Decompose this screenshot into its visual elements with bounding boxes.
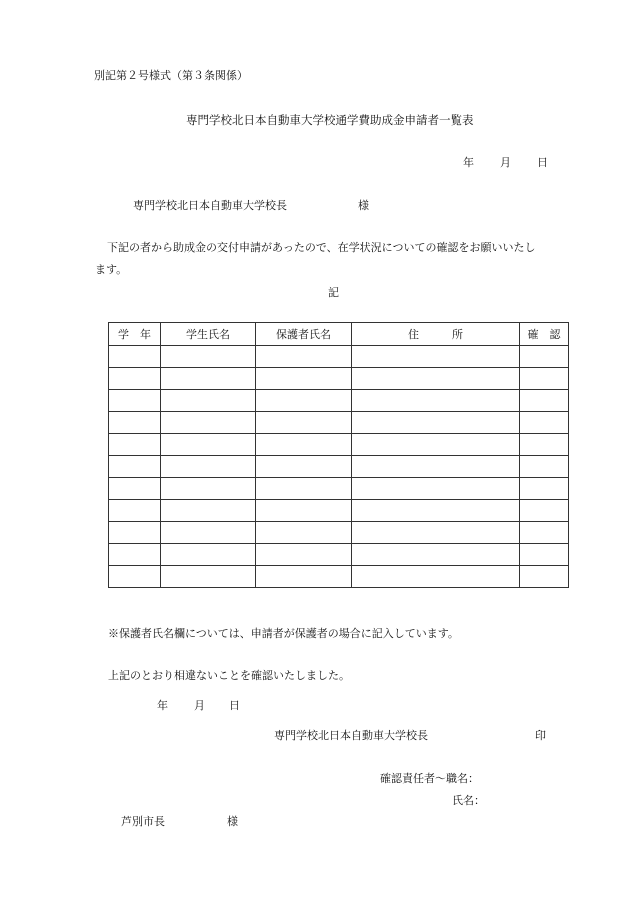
table-row (109, 368, 569, 390)
table-cell (256, 456, 352, 478)
table-cell (352, 544, 520, 566)
table-cell (109, 412, 161, 434)
table-cell (161, 368, 256, 390)
page-title: 専門学校北日本自動車大学校通学費助成金申請者一覧表 (186, 113, 474, 127)
table-cell (161, 434, 256, 456)
header-grade: 学 年 (109, 323, 161, 346)
table-cell (352, 390, 520, 412)
table-cell (520, 434, 569, 456)
body-line-1: 下記の者から助成金の交付申請があったので、在学状況についての確認をお願いいたし (107, 241, 536, 254)
table-cell (520, 346, 569, 368)
principal-name: 専門学校北日本自動車大学校長 (274, 729, 428, 742)
header-address: 住 所 (352, 323, 520, 346)
responsible-name-label: 氏名： (452, 794, 485, 807)
table-row (109, 566, 569, 588)
addressee-honorific: 様 (358, 199, 369, 212)
confirmation-statement: 上記のとおり相違ないことを確認いたしました。 (108, 669, 350, 682)
table-row (109, 544, 569, 566)
body-line-2: ます。 (95, 263, 128, 276)
table-cell (256, 368, 352, 390)
table-cell (109, 500, 161, 522)
table-cell (352, 368, 520, 390)
table-body (109, 346, 569, 588)
table-cell (256, 390, 352, 412)
table-row (109, 346, 569, 368)
table-cell (161, 346, 256, 368)
table-cell (520, 566, 569, 588)
table-cell (256, 346, 352, 368)
table-cell (352, 456, 520, 478)
table-cell (256, 544, 352, 566)
table-cell (161, 544, 256, 566)
table-cell (520, 456, 569, 478)
table-header-row (109, 323, 569, 346)
table-row (109, 500, 569, 522)
form-number: 別記第２号様式（第３条関係） (94, 69, 248, 82)
addressee-name: 専門学校北日本自動車大学校長 (133, 199, 287, 212)
table-cell (161, 522, 256, 544)
table-cell (161, 390, 256, 412)
table-cell (109, 478, 161, 500)
table-cell (161, 566, 256, 588)
table-cell (352, 478, 520, 500)
footer-year-label: 年 (157, 699, 168, 712)
seal-mark: 印 (535, 729, 546, 742)
mayor-name: 芦別市長 (121, 815, 165, 828)
table-cell (520, 390, 569, 412)
table-cell (161, 412, 256, 434)
table-row (109, 456, 569, 478)
table-cell (352, 522, 520, 544)
footer-month-label: 月 (194, 699, 205, 712)
responsible-title-label: 確認責任者～職名： (380, 772, 479, 785)
table-cell (109, 368, 161, 390)
table-cell (161, 478, 256, 500)
table-cell (109, 456, 161, 478)
table-cell (352, 566, 520, 588)
table-cell (109, 544, 161, 566)
date-year-label: 年 (463, 156, 474, 169)
ki-label: 記 (328, 286, 339, 299)
table-row (109, 478, 569, 500)
table-cell (352, 346, 520, 368)
date-day-label: 日 (537, 156, 548, 169)
footer-day-label: 日 (229, 699, 240, 712)
table-cell (520, 522, 569, 544)
header-student-name: 学生氏名 (161, 323, 256, 346)
table-row (109, 434, 569, 456)
table-cell (520, 478, 569, 500)
table-row (109, 522, 569, 544)
table-cell (109, 522, 161, 544)
table-cell (256, 566, 352, 588)
table-cell (520, 544, 569, 566)
table-cell (352, 412, 520, 434)
table-row (109, 390, 569, 412)
table-cell (109, 566, 161, 588)
table-cell (520, 412, 569, 434)
table-cell (161, 456, 256, 478)
table-cell (256, 478, 352, 500)
table-cell (109, 434, 161, 456)
date-month-label: 月 (500, 156, 511, 169)
table-cell (109, 390, 161, 412)
mayor-honorific: 様 (227, 815, 238, 828)
table-cell (352, 500, 520, 522)
table-cell (109, 346, 161, 368)
table-cell (161, 500, 256, 522)
table-cell (352, 434, 520, 456)
table-cell (256, 434, 352, 456)
table-cell (520, 368, 569, 390)
table-cell (520, 500, 569, 522)
table-row (109, 412, 569, 434)
header-confirmation: 確 認 (520, 323, 569, 346)
table-cell (256, 412, 352, 434)
table-note: ※保護者氏名欄については、申請者が保護者の場合に記入しています。 (108, 627, 459, 640)
table-cell (256, 522, 352, 544)
applicant-table (108, 322, 569, 588)
header-guardian-name: 保護者氏名 (256, 323, 352, 346)
table-cell (256, 500, 352, 522)
